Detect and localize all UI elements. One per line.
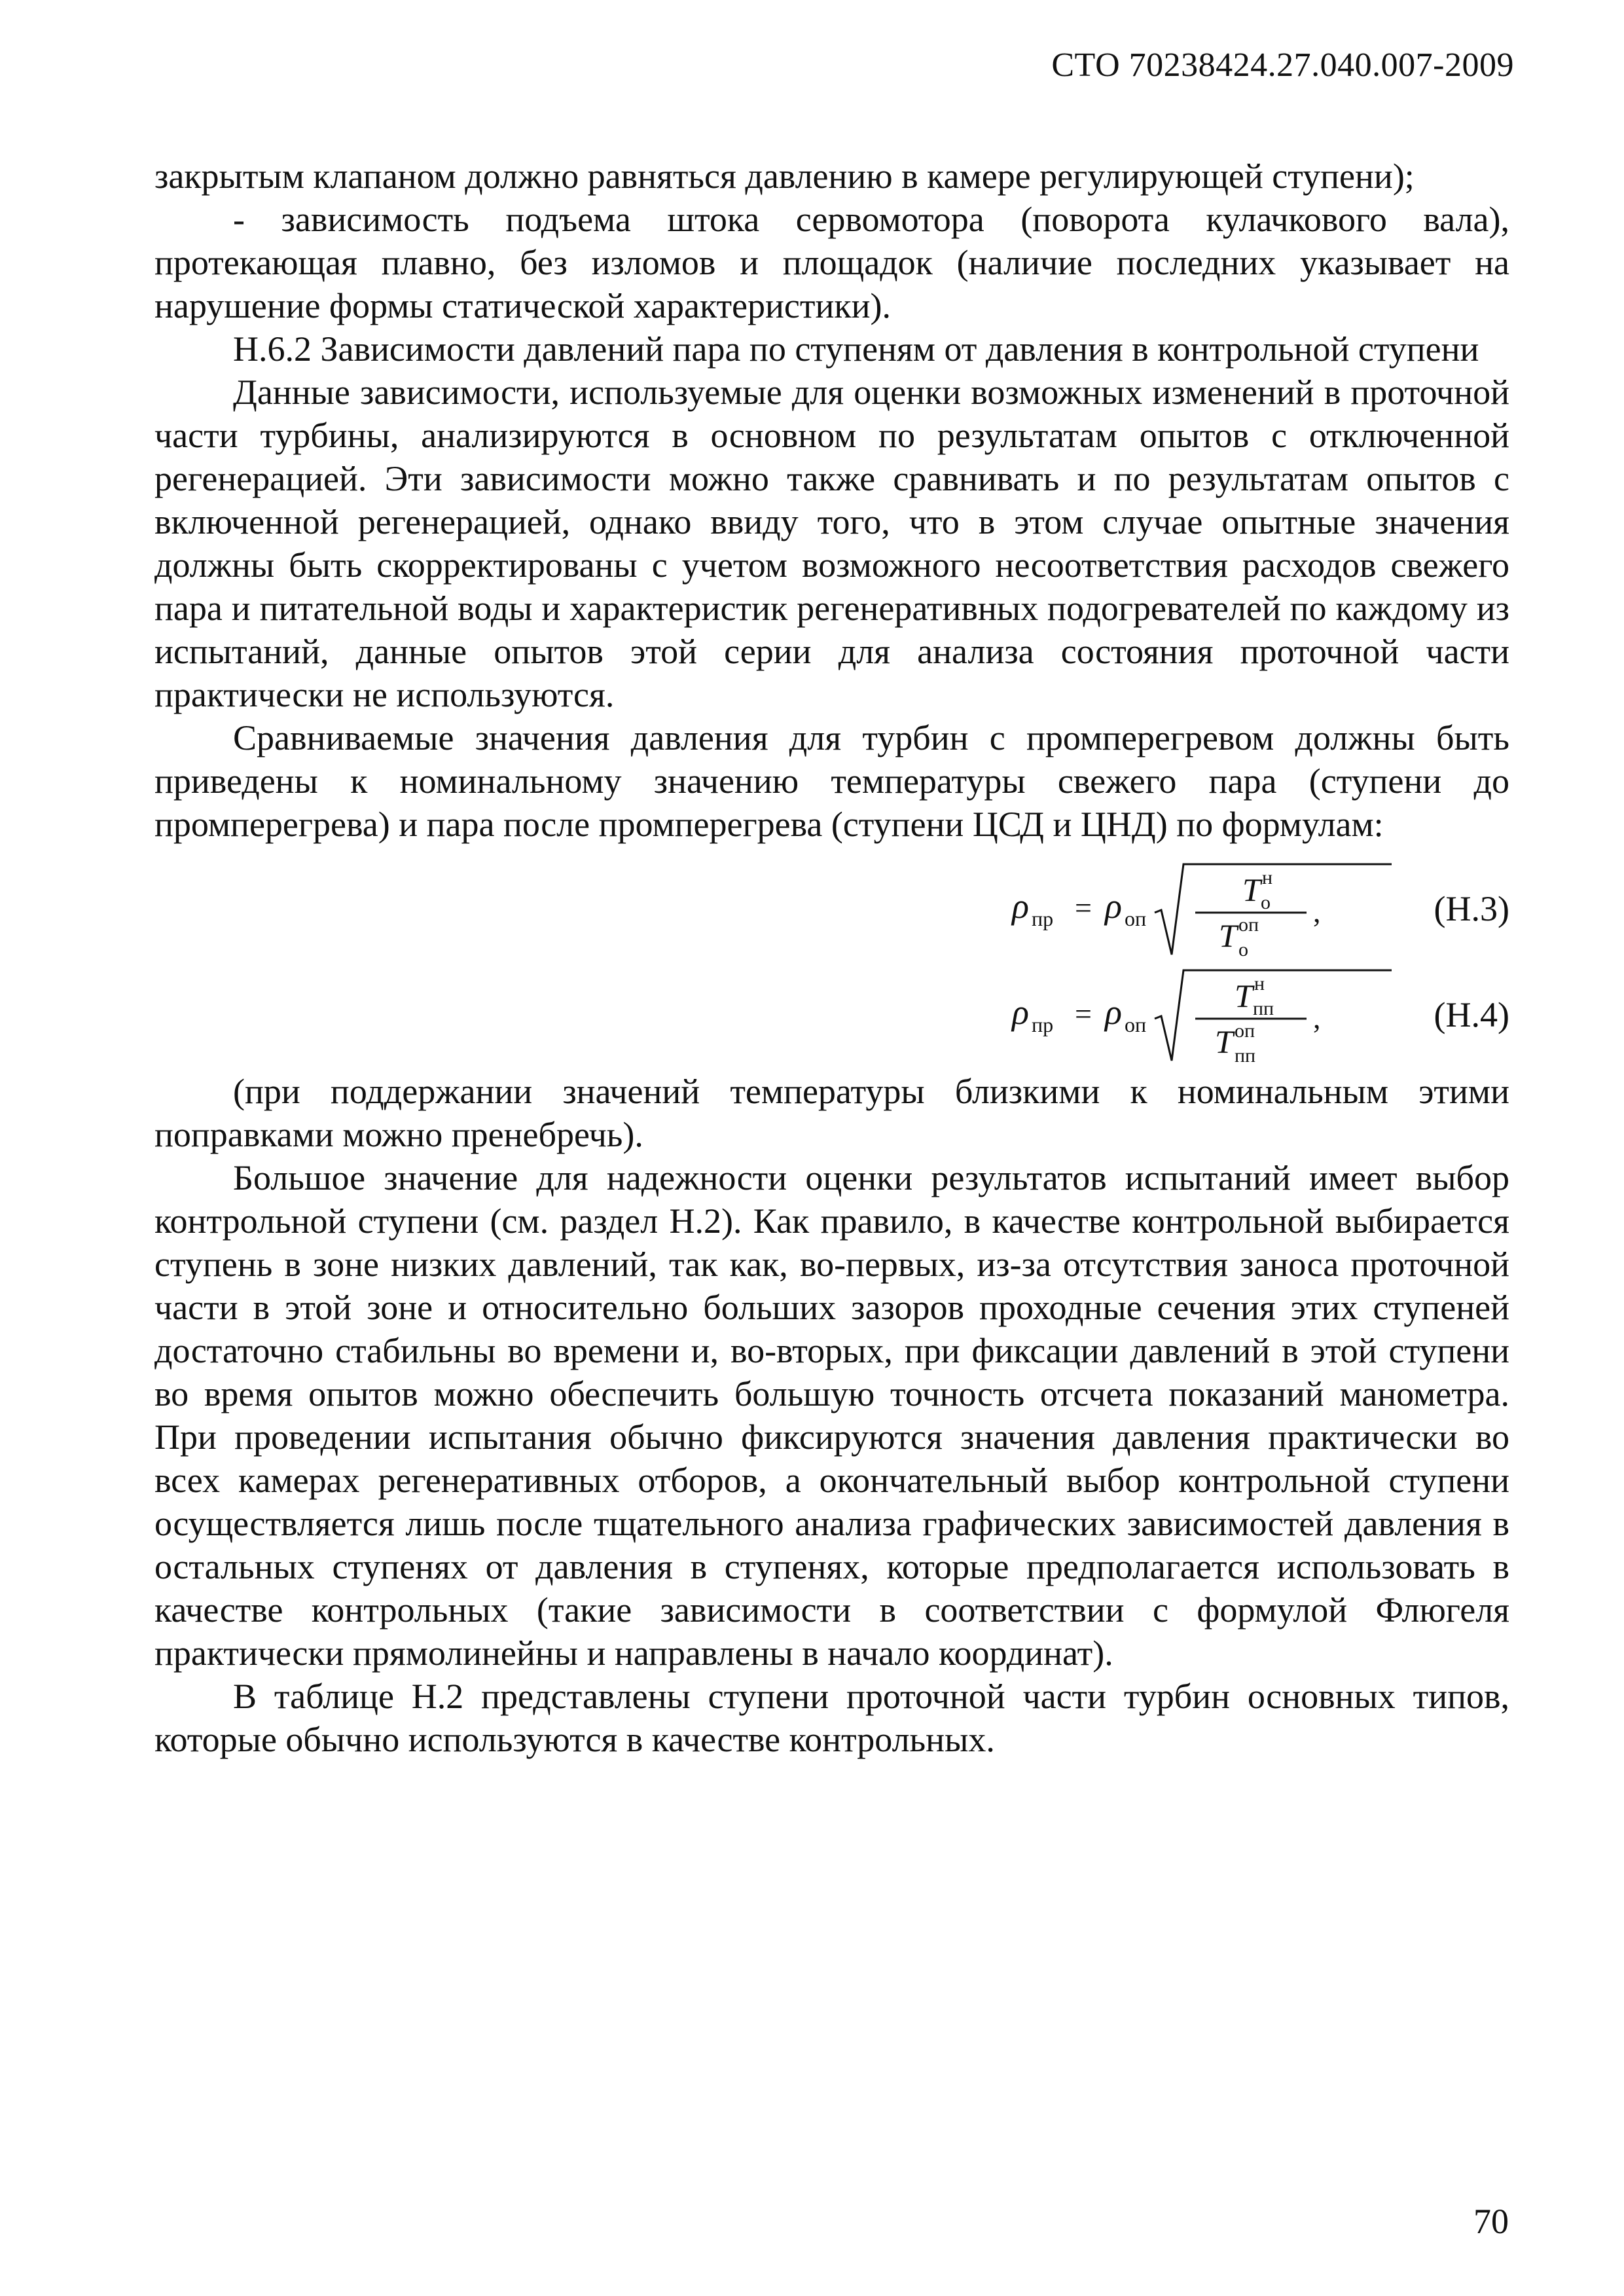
- formula-n4-graphic: [1012, 964, 1379, 1067]
- formula-n4-den-symbol: T: [1215, 1023, 1233, 1060]
- paragraph-dependencies: Данные зависимости, используемые для оценки возможных изменений в проточной части турбины, анализируются в основном по результатам опытов с отключенной регенерацией. Эти зависимости можно также сравнивать и по результатам опытов с включенной регенерацией, однако ввиду того, что в этом случае опытные значения должны быть скорректированы с учетом возможного несоответствия расходов свежего пара и питательной воды и характеристик регенеративных подогревателей по каждому из испытаний, данные опытов этой серии для анализа состояния проточной части практически не используются.: [154, 373, 1509, 714]
- formula-n4-lhs-sub: пр: [1032, 1013, 1054, 1036]
- formula-n4-eq: =: [1075, 997, 1092, 1030]
- formula-n3-den-sup: оп: [1238, 914, 1259, 936]
- formula-n4-rhs-symbol: ρ: [1105, 993, 1122, 1032]
- formula-n3-number: (Н.3): [1434, 889, 1509, 928]
- formula-n3-eq: =: [1075, 891, 1092, 924]
- formula-n4-den-sup: оп: [1235, 1020, 1255, 1042]
- paragraph-reheat: Сравниваемые значения давления для турбин с промперегревом должны быть приведены к номинальному значению температуры свежего пара (ступени до промперегрева) и пара после промперегрева (ступени ЦСД и ЦНД) по формулам:: [154, 718, 1509, 844]
- formula-n4: [154, 964, 1509, 1067]
- formula-n3-rhs-symbol: ρ: [1105, 886, 1122, 926]
- formula-n4-rhs-sub: оп: [1125, 1013, 1147, 1036]
- formula-n4-num-sup: н: [1254, 973, 1265, 994]
- formula-n3-den-sub: о: [1238, 939, 1248, 960]
- formula-n3-sqrt-sign: [1155, 864, 1392, 955]
- section-heading-n62: Н.6.2 Зависимости давлений пара по ступеням от давления в контрольной ступени: [233, 329, 1479, 369]
- formula-n4-num-sub: пп: [1253, 998, 1274, 1019]
- formula-n3-num-symbol: T: [1242, 871, 1261, 908]
- paragraph-servomotor: - зависимость подъема штока сервомотора (поворота кулачкового вала), протекающая плавно, без изломов и площадок (наличие последних указывает на нарушение формы статической характеристики).: [154, 200, 1509, 325]
- paragraph-corrections-note: (при поддержании значений температуры близкими к номинальным этими поправками можно пренебречь).: [154, 1072, 1509, 1154]
- formula-n4-num-symbol: T: [1235, 977, 1253, 1014]
- formula-n3-comma: ,: [1313, 895, 1321, 928]
- formula-n4-comma: ,: [1313, 1001, 1321, 1034]
- paragraph-table-reference: В таблице Н.2 представлены ступени проточной части турбин основных типов, которые обычно используются в качестве контрольных.: [154, 1677, 1509, 1759]
- formula-n3-num-sup: н: [1262, 867, 1273, 888]
- document-body: [154, 155, 1509, 1761]
- formula-n3: [154, 858, 1509, 961]
- formula-n3-rhs-sub: оп: [1125, 907, 1147, 930]
- formula-n3-den-symbol: T: [1219, 917, 1237, 954]
- page-number: 70: [1473, 2202, 1509, 2241]
- formula-n3-lhs-symbol: ρ: [1012, 886, 1029, 926]
- formula-n3-lhs-sub: пр: [1032, 907, 1054, 930]
- formula-n3-num-sub: о: [1261, 892, 1271, 913]
- paragraph-continuation: закрытым клапаном должно равняться давлению в камере регулирующей ступени);: [154, 156, 1415, 196]
- paragraph-control-stage: Большое значение для надежности оценки результатов испытаний имеет выбор контрольной ступени (см. раздел Н.2). Как правило, в качестве контрольной выбирается ступень в зоне низких давлений, так как, во-первых, из-за отсутствия заноса проточной части в этой зоне и относительно больших зазоров проходные сечения этих ступеней достаточно стабильны во времени и, во-вторых, при фиксации давлений в этой ступени во время опытов можно обеспечить большую точность отсчета показаний манометра. При проведении испытания обычно фиксируются значения давления практически во всех камерах регенеративных отборов, а окончательный выбор контрольной ступени осуществляется лишь после тщательного анализа графических зависимостей давления в остальных ступенях от давления в ступенях, которые предполагается использовать в качестве контрольных (такие зависимости в соответствии с формулой Флюгеля практически прямолинейны и направлены в начало координат).: [154, 1158, 1509, 1673]
- formula-n4-lhs-symbol: ρ: [1012, 993, 1029, 1032]
- formula-n3-graphic: [1012, 858, 1379, 961]
- formula-n4-number: (Н.4): [1434, 995, 1509, 1034]
- document-code-header: СТО 70238424.27.040.007-2009: [1051, 46, 1514, 84]
- formula-n4-den-sub: пп: [1235, 1045, 1256, 1066]
